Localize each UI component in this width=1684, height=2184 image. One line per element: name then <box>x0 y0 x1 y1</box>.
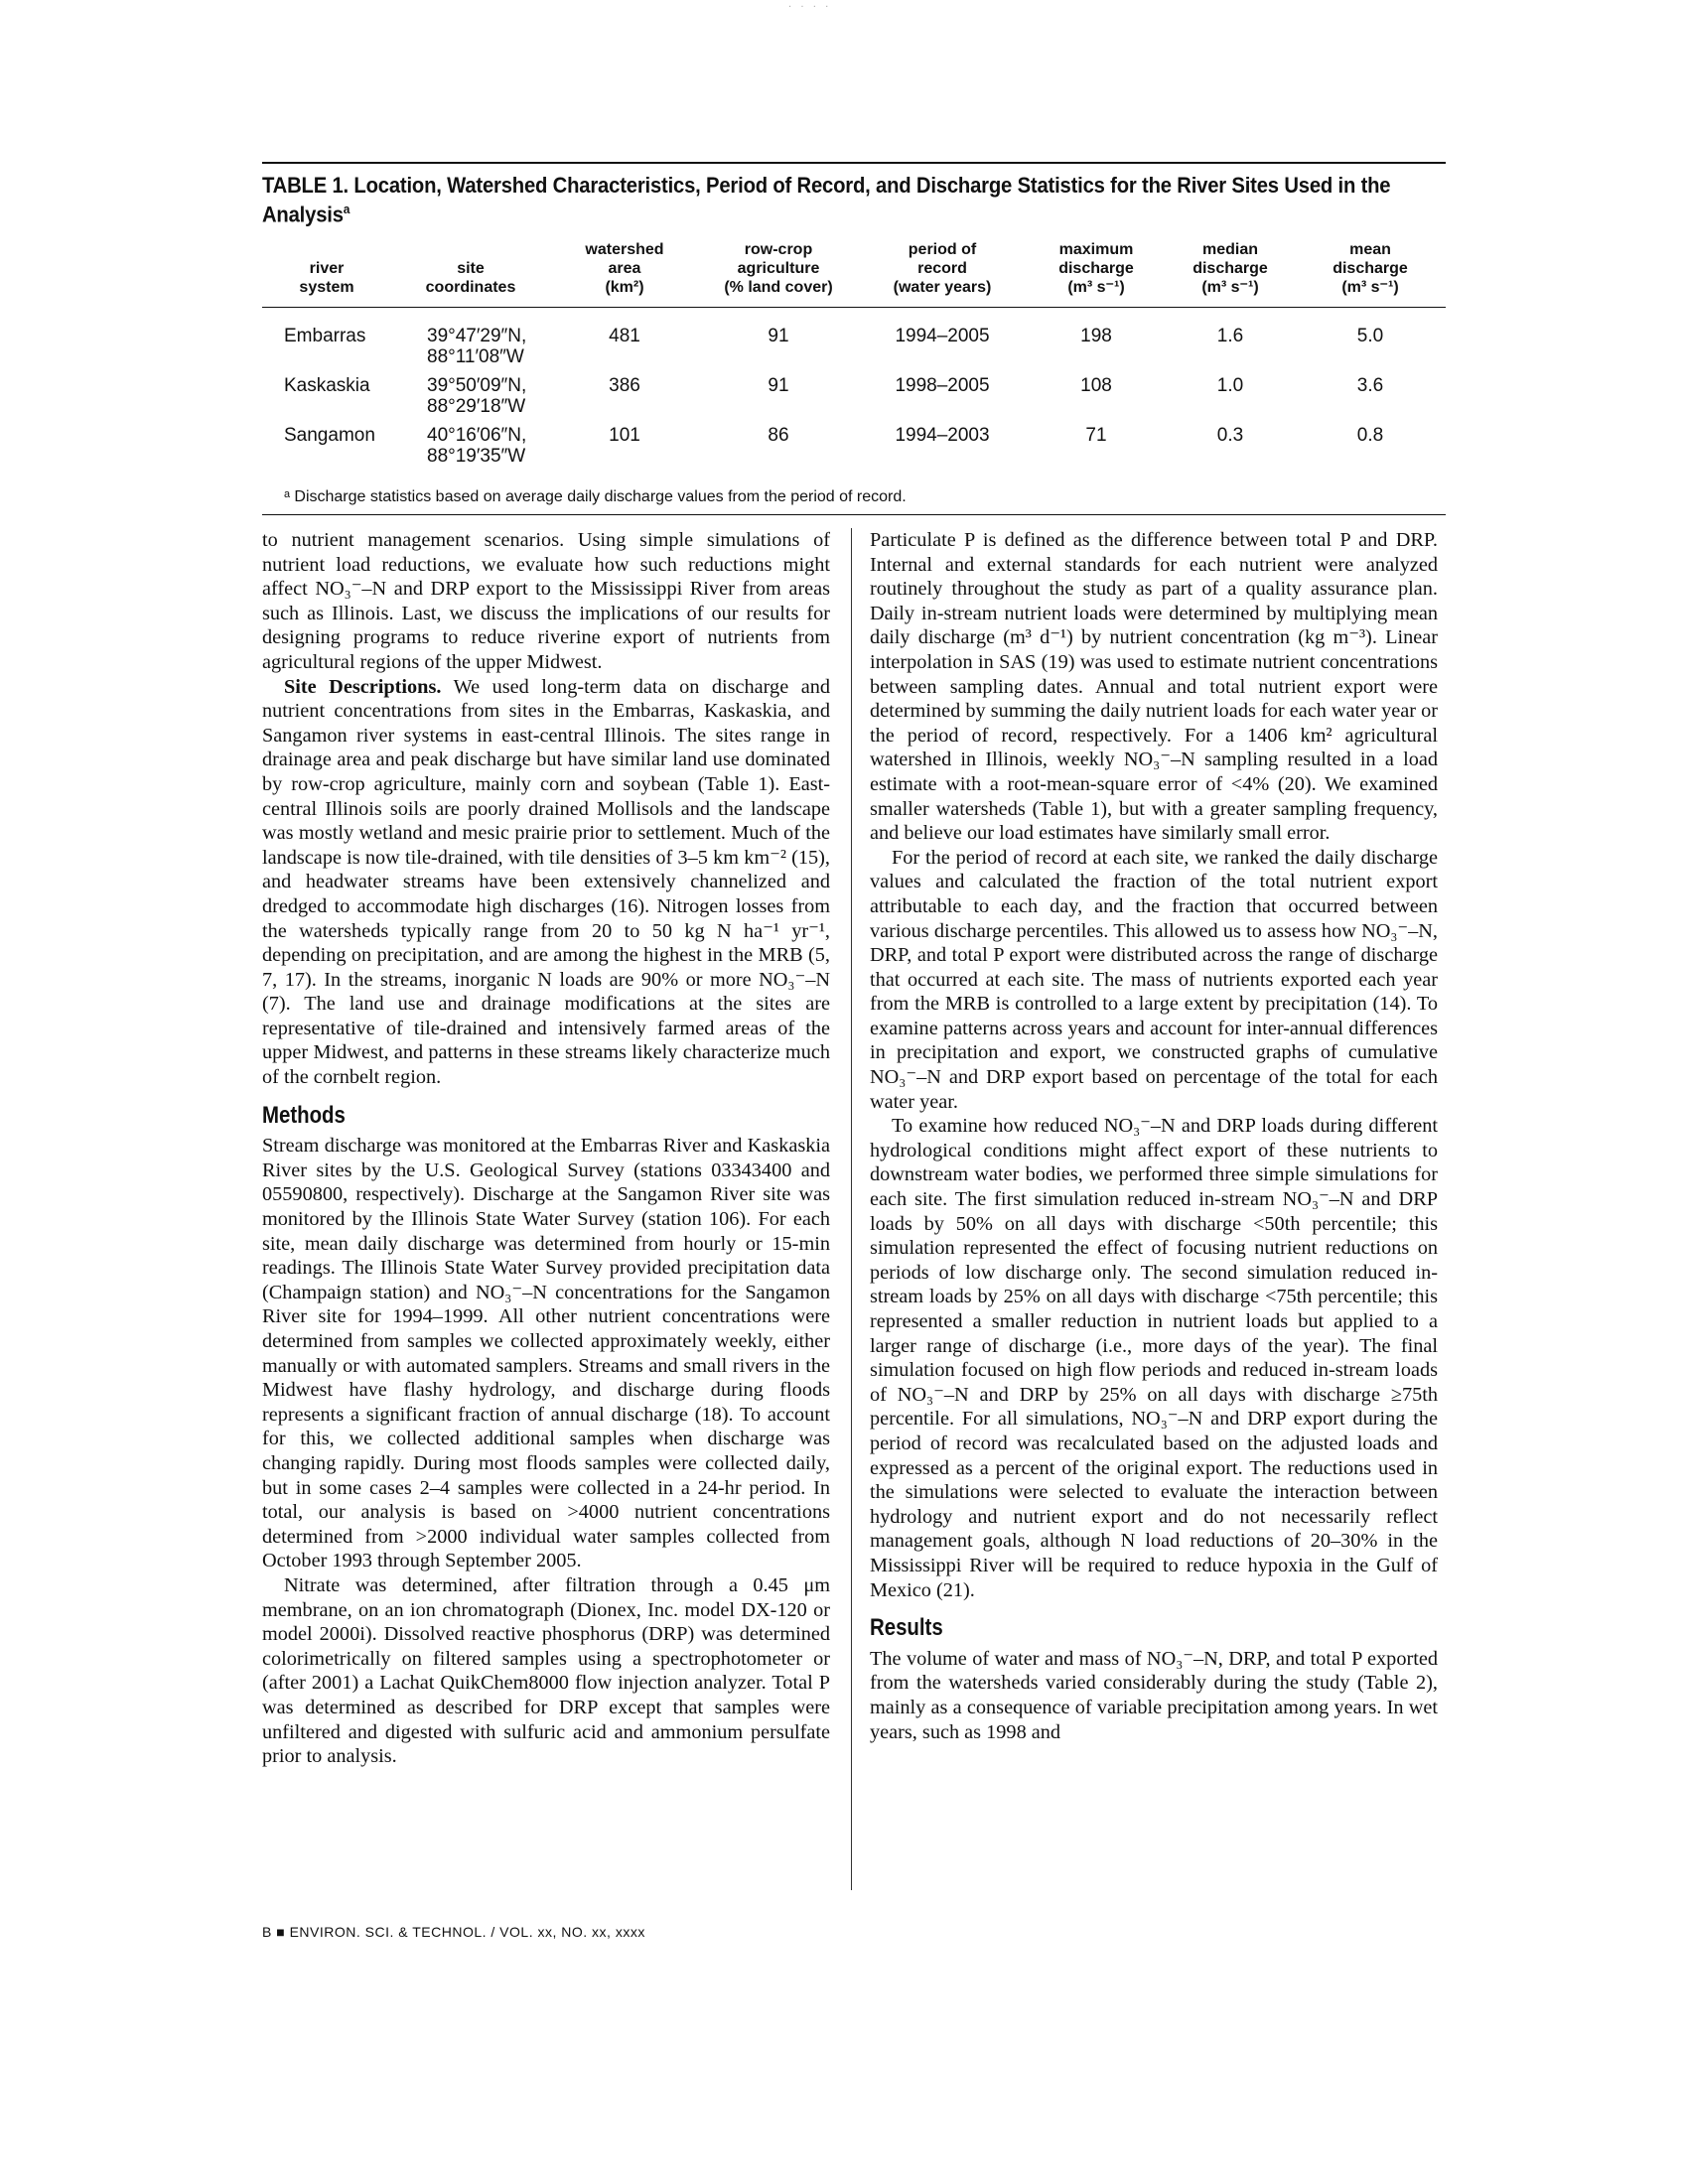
cell-rowcrop: 86 <box>768 425 789 447</box>
cell-coords: 39°50′09″N, 88°29′18″W <box>427 375 527 418</box>
column-divider <box>851 528 852 1890</box>
paragraph: The volume of water and mass of NO₃⁻–N, DRP, and total P exported from the watersheds varied considerably during the study (Table 2), mainly as a consequence of variable precipitation among years. In wet years, such as 1998 and <box>870 1647 1438 1743</box>
cell-area: 101 <box>609 425 640 447</box>
paragraph: to nutrient management scenarios. Using simple simulations of nutrient load reductions, we evaluate how such reductions might affect NO₃⁻–N and DRP export to the Mississippi River from areas such as Illinois. Last, we discuss the implications of our results for designing programs to reduce riverine export of nutrients from agricultural regions of the upper Midwest. <box>262 529 830 673</box>
cell-max: 198 <box>1080 326 1112 347</box>
table-title-footnote-mark: a <box>343 202 351 216</box>
runin-heading: Site Descriptions. <box>284 675 442 698</box>
cell-median: 1.6 <box>1216 326 1244 347</box>
table-footnote: ᵃ Discharge statistics based on average daily discharge values from the period of record. <box>284 488 907 506</box>
header-rule <box>262 308 1446 323</box>
table-top-rule <box>262 162 1446 164</box>
paragraph: For the period of record at each site, we ranked the daily discharge values and calculated the fraction of the total nutrient export attributable to each day, and the fraction that occurred between various discharge percentiles. This allowed us to assess how NO₃⁻–N, DRP, and total P export were distributed across the range of discharge that occurred at each site. The mass of nutrients exported each year from the MRB is controlled to a large extent by precipitation (14). To examine patterns across years and account for inter-annual differences in precipitation and export, we constructed graphs of cumulative NO₃⁻–N and DRP export based on percentage of the total for each water year. <box>870 846 1438 1113</box>
cell-max: 71 <box>1085 425 1107 447</box>
scan-mark: · · · · <box>788 2 832 13</box>
table-bottom-rule <box>262 514 1446 515</box>
cell-period: 1998–2005 <box>895 375 990 397</box>
paragraph: To examine how reduced NO₃⁻–N and DRP loads during different hydrological conditions might affect export of these nutrients to downstream water bodies, we performed three simple simulations for each site. The first simulation reduced in-stream NO₃⁻–N and DRP loads by 50% on all days with discharge <50th percentile; this simulation represented the effect of focusing nutrient reductions on periods of low discharge only. The second simulation reduced in-stream loads by 25% on all days with discharge <75th percentile; this represented a smaller reduction in nutrient loads but applied to a larger range of discharge (i.e., more days of the year). The final simulation focused on high flow periods and reduced in-stream loads of NO₃⁻–N and DRP by 25% on all days with discharge ≥75th percentile. For all simulations, NO₃⁻–N and DRP export during the period of record was recalculated based on the adjusted loads and expressed as a percent of the original export. The reductions used in the simulations were selected to evaluate the interaction between hydrology and nutrient export and do not necessarily reflect management goals, although N load reductions of 20–30% in the Mississippi River will be required to reduce hypoxia in the Gulf of Mexico (21). <box>870 1115 1438 1601</box>
cell-mean: 0.8 <box>1356 425 1384 447</box>
cell-coords: 39°47′29″N, 88°11′08″W <box>427 326 527 368</box>
table-header-row <box>262 240 1446 308</box>
cell-median: 0.3 <box>1216 425 1244 447</box>
col-header-period: period of record (water years) <box>893 241 992 297</box>
cell-area: 481 <box>609 326 640 347</box>
section-heading-methods: Methods <box>262 1101 346 1129</box>
paragraph-site-descriptions <box>262 675 830 1090</box>
col-header-rowcrop: row-crop agriculture (% land cover) <box>724 241 833 297</box>
cell-area: 386 <box>609 375 640 397</box>
table-row <box>262 371 1446 421</box>
cell-period: 1994–2003 <box>895 425 990 447</box>
cell-rowcrop: 91 <box>768 375 789 397</box>
col-header-area: watershed area (km²) <box>585 241 664 297</box>
paragraph: Particulate P is defined as the difference between total P and DRP. Internal and external standards for each nutrient were analyzed routinely throughout the study as part of a quality assurance plan. Daily in-stream nutrient loads were determined by multiplying mean daily discharge (m³ d⁻¹) by nutrient concentration (kg m⁻³). Linear interpolation in SAS (19) was used to estimate nutrient concentrations between sampling dates. Annual and total nutrient export were determined by summing the daily nutrient loads for each water year or the period of record, respectively. For a 1406 km² agricultural watershed in Illinois, weekly NO₃⁻–N sampling resulted in a load estimate with a root-mean-square error of <4% (20). We examined smaller watersheds (Table 1), but with a greater sampling frequency, and believe our load estimates have similarly small error. <box>870 529 1438 845</box>
page-footer: B ■ ENVIRON. SCI. & TECHNOL. / VOL. xx, NO. xx, xxxx <box>262 1924 645 1940</box>
cell-river: Kaskaskia <box>284 375 370 397</box>
table-row <box>262 421 1446 471</box>
col-header-river: river system <box>299 260 354 297</box>
cell-median: 1.0 <box>1216 375 1244 397</box>
paragraph-text: We used long-term data on discharge and nutrient concentrations from sites in the Embarras, Kaskaskia, and Sangamon river systems in east-central Illinois. The sites range in drainage area and peak discharge but have similar land use dominated by row-crop agriculture, mainly corn and soybean (Table 1). East-central Illinois soils are poorly drained Mollisols and the landscape was mostly wetland and mesic prairie prior to settlement. Much of the landscape is now tile-drained, with tile densities of 3–5 km km⁻² (15), and headwater streams have been extensively channelized and dredged to accommodate high discharges (16). Nitrogen losses from the watersheds typically range from 20 to 50 kg N ha⁻¹ yr⁻¹, depending on precipitation, and are among the highest in the MRB (5, 7, 17). In the streams, inorganic N loads are 90% or more NO₃⁻–N (7). The land use and drainage modifications at the sites are representative of tile-drained and intensively farmed areas of the upper Midwest, and patterns in these streams likely characterize much of the cornbelt region. <box>262 675 830 1089</box>
cell-max: 108 <box>1080 375 1112 397</box>
col-header-max: maximum discharge (m³ s⁻¹) <box>1058 241 1134 297</box>
left-column <box>262 528 830 1769</box>
col-header-median: median discharge (m³ s⁻¹) <box>1193 241 1268 297</box>
cell-mean: 3.6 <box>1356 375 1384 397</box>
section-heading-results: Results <box>870 1614 943 1642</box>
cell-rowcrop: 91 <box>768 326 789 347</box>
table-1 <box>262 162 1446 515</box>
table-title-text: TABLE 1. Location, Watershed Characteristics, Period of Record, and Discharge Statistics for the River Sites Used in the Analysis <box>262 173 1391 227</box>
cell-river: Embarras <box>284 326 366 347</box>
cell-river: Sangamon <box>284 425 375 447</box>
col-header-site: site coordinates <box>425 260 516 297</box>
paragraph: Stream discharge was monitored at the Embarras River and Kaskaskia River sites by the U.S. Geological Survey (stations 03343400 and 05590800, respectively). Discharge at the Sangamon River site was monitored by the Illinois State Water Survey (station 106). For each site, mean daily discharge was determined from hourly or 15-min readings. The Illinois State Water Survey provided precipitation data (Champaign station) and NO₃⁻–N concentrations for the Sangamon River site for 1994–1999. All other nutrient concentrations were determined from samples we collected approximately weekly, either manually or with automated samplers. Streams and small rivers in the Midwest have flashy hydrology, and discharge during floods represents a significant fraction of annual discharge (18). To account for this, we collected additional samples when discharge was changing rapidly. During most floods samples were collected daily, but in some cases 2–4 samples were collected in a 24-hr period. In total, our analysis is based on >4000 nutrient concentrations determined from >2000 individual water samples collected from October 1993 through September 2005. <box>262 1135 830 1572</box>
table-row <box>262 322 1446 371</box>
cell-period: 1994–2005 <box>895 326 990 347</box>
table-title <box>262 174 1441 226</box>
cell-mean: 5.0 <box>1356 326 1384 347</box>
cell-coords: 40°16′06″N, 88°19′35″W <box>427 425 527 468</box>
col-header-mean: mean discharge (m³ s⁻¹) <box>1333 241 1408 297</box>
table-1-data <box>262 240 1446 471</box>
paragraph: Nitrate was determined, after filtration through a 0.45 μm membrane, on an ion chromatograph (Dionex, Inc. model DX-120 or model 2000i). Dissolved reactive phosphorus (DRP) was determined colorimetrically on filtered samples using a spectrophotometer or (after 2001) a Lachat QuikChem8000 flow injection analyzer. Total P was determined as described for DRP except that samples were unfiltered and digested with sulfuric acid and ammonium persulfate prior to analysis. <box>262 1573 830 1768</box>
right-column <box>870 528 1438 1744</box>
